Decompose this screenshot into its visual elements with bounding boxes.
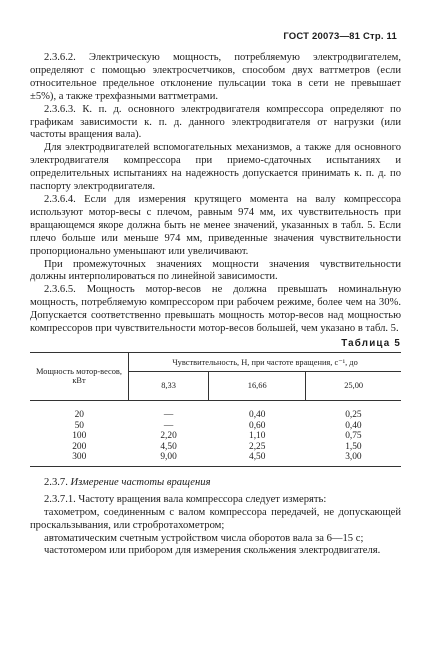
column-header-speed: 16,66 <box>209 371 306 400</box>
table-cell: 4,50 <box>160 441 177 452</box>
table-row <box>30 421 401 432</box>
section-title: Измерение частоты вращения <box>70 476 211 488</box>
table-cell: — <box>163 409 174 420</box>
column-header-speed: 25,00 <box>306 371 401 400</box>
table-cell: 50 <box>74 420 84 431</box>
paragraph: Для электродвигателей вспомогательных механизмов, а также для основного электродвигателя компрессора при приемо-сдаточных испытаниях и определительных испытаниях на надежность допускается принимать к. п. д. по паспорту электродвигателя. <box>30 142 401 193</box>
table-cell: 20 <box>74 409 84 420</box>
table-cell: 200 <box>72 441 87 452</box>
table-cell: 300 <box>30 452 129 466</box>
table-cell: 3,00 <box>306 452 401 466</box>
table-cell: 2,25 <box>249 441 266 452</box>
paragraph: При промежуточных значениях мощности значения чувствительности должны интерполироваться по линейной зависимости. <box>30 258 401 283</box>
section-number: 2.3.7. <box>44 476 68 488</box>
section-heading <box>30 477 401 490</box>
table-cell: 100 <box>72 431 87 442</box>
table-cell: 9,00 <box>129 452 209 466</box>
table-row <box>30 400 401 420</box>
table-row <box>30 452 401 466</box>
paragraph: 2.3.6.3. К. п. д. основного электродвигателя компрессора определяют по графикам зависимости к. п. д. данного электродвигателя от нагрузки (или частоты вращения вала). <box>30 103 401 141</box>
sensitivity-table <box>30 352 401 467</box>
paragraph: 2.3.6.5. Мощность мотор-весов не должна превышать номинальную мощность, потребляемую компрессором при рабочем режиме, более чем на 30%. Допускается соответственно превышать мощность мотор-весов над мощностью компрессоров при чувствительности мотор-весов большей, чем указано в табл. 5. <box>30 284 401 335</box>
paragraph: 2.3.7.1. Частоту вращения вала компрессора следует измерять: <box>44 493 327 505</box>
table-cell: — <box>163 420 174 431</box>
table-cell: 0,60 <box>249 420 266 431</box>
table-row <box>30 431 401 442</box>
table-cell: 1,50 <box>345 441 362 452</box>
paragraph: 2.3.6.2. Электрическую мощность, потребляемую электродвигателем, определяют с помощью электросчетчиков, способом двух ваттметров (если относительное предельное отклонение пульсации тока в сети не превышает ±5%), а также трехфазными ваттметрами. <box>30 52 401 102</box>
column-header-speed: 8,33 <box>129 371 209 400</box>
paragraph: 2.3.6.4. Если для измерения крутящего момента на валу компрессора используют мотор-весы с плечом, равным 974 мм, их чувствительность при вращающемся якоре должна быть не менее значений, указанных в табл. 5. Если плечо больше или меньше 974 мм, приведенные значения чувствительности пропорционально уменьшают или увеличивают. <box>30 193 401 257</box>
paragraph: частотомером или прибором для измерения скольжения электродвигателя. <box>44 545 381 557</box>
table-cell: 0,25 <box>345 409 362 420</box>
table-cell: 4,50 <box>209 452 306 466</box>
table-row <box>30 442 401 453</box>
column-header-sensitivity: Чувствительность, Н, при частоте вращения, с⁻¹, до <box>129 352 402 371</box>
table-cell: 0,40 <box>249 409 266 420</box>
table-cell: 0,40 <box>345 420 362 431</box>
table-cell: 0,75 <box>345 431 362 442</box>
table-cell: 2,20 <box>160 431 177 442</box>
column-header-power: Мощность мотор-весов, кВт <box>30 352 129 400</box>
paragraph: тахометром, соединенным с валом компрессора передачей, не допускающей проскальзывания, или стробротахометром; <box>30 506 401 531</box>
paragraph: автоматическим счетным устройством числа оборотов вала за 6—15 с; <box>44 532 364 544</box>
page-body <box>30 52 401 558</box>
page-header: ГОСТ 20073—81 Стр. 11 <box>283 31 397 42</box>
table-cell: 1,10 <box>249 431 266 442</box>
table-caption: Таблица 5 <box>341 337 401 349</box>
